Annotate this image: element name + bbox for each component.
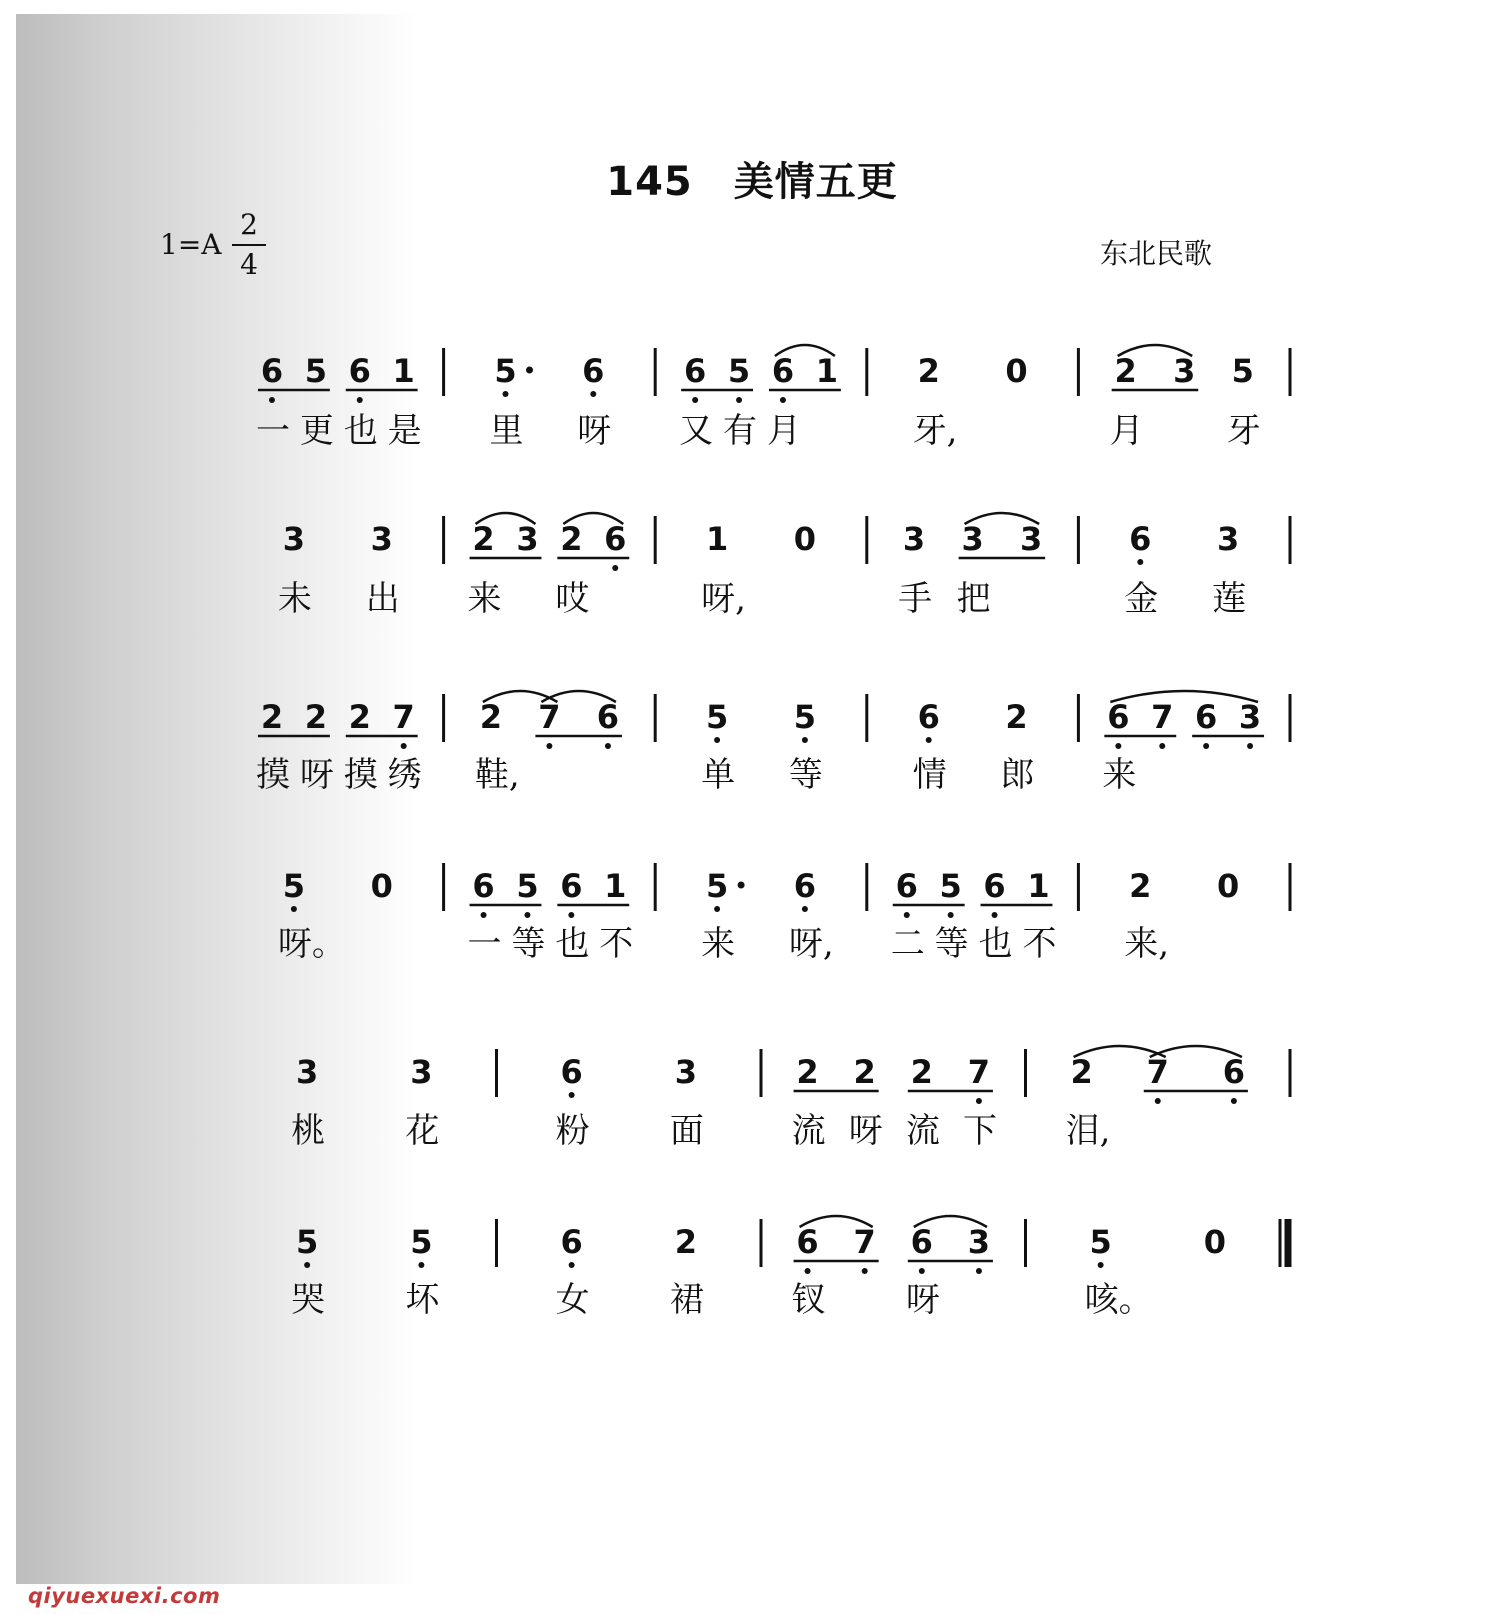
note: 7 xyxy=(392,698,415,736)
lyric-char: 钗 xyxy=(791,1280,826,1320)
low-octave-dot xyxy=(926,737,932,743)
note: 5 xyxy=(494,352,517,390)
low-octave-dot xyxy=(780,397,786,403)
low-octave-dot xyxy=(692,397,698,403)
note: 5 xyxy=(727,352,751,390)
note: 3 xyxy=(1173,352,1196,390)
note: 2 xyxy=(472,520,495,558)
note: 7 xyxy=(1151,698,1174,736)
lyric-char: 也 xyxy=(978,924,1013,964)
low-octave-dot xyxy=(992,912,998,918)
note: 7 xyxy=(967,1053,991,1091)
note: 0 xyxy=(1005,352,1028,390)
note: 3 xyxy=(967,1223,991,1261)
note: 2 xyxy=(260,698,284,736)
lyric-char: 一 xyxy=(255,411,290,451)
low-octave-dot xyxy=(736,397,742,403)
note: 5 xyxy=(939,867,962,905)
note: 6 xyxy=(895,867,918,905)
note: 6 xyxy=(560,867,583,905)
note: 1 xyxy=(1027,867,1050,905)
low-octave-dot xyxy=(802,737,808,743)
note: 1 xyxy=(705,520,729,558)
note: 6 xyxy=(472,867,495,905)
note: 5 xyxy=(1231,352,1254,390)
lyric-char: 哭 xyxy=(291,1280,326,1320)
note: 3 xyxy=(674,1053,698,1091)
note: 2 xyxy=(910,1053,933,1091)
note: 6 xyxy=(983,867,1006,905)
note: 2 xyxy=(917,352,940,390)
low-octave-dot xyxy=(976,1268,982,1274)
note: 5 xyxy=(793,698,817,736)
note: 7 xyxy=(853,1223,876,1261)
note: 3 xyxy=(902,520,926,558)
note: 2 xyxy=(479,698,502,736)
note: 2 xyxy=(304,698,327,736)
note: 2 xyxy=(1114,352,1137,390)
lyric-char: 更 xyxy=(299,411,334,451)
note: 3 xyxy=(295,1053,319,1091)
augmentation-dot xyxy=(738,882,745,889)
slur xyxy=(1110,691,1258,702)
lyric-char: 下 xyxy=(962,1111,997,1151)
lyric-char: 哎 xyxy=(555,579,590,619)
lyric-char: 也 xyxy=(555,924,590,964)
note: 7 xyxy=(1146,1053,1169,1091)
lyric-char: 出 xyxy=(365,579,400,619)
augmentation-dot xyxy=(526,367,533,374)
note: 3 xyxy=(961,520,984,558)
note: 3 xyxy=(1238,698,1262,736)
song-origin: 东北民歌 xyxy=(1100,237,1213,270)
low-octave-dot xyxy=(1155,1098,1161,1104)
note: 5 xyxy=(1089,1223,1112,1261)
lyric-char: 坏 xyxy=(405,1280,440,1320)
note: 6 xyxy=(560,1223,583,1261)
note: 3 xyxy=(410,1053,433,1091)
note: 5 xyxy=(295,1223,319,1261)
lyric-char: 不 xyxy=(599,924,634,964)
lyric-char: 又 xyxy=(679,411,714,451)
note: 6 xyxy=(910,1223,933,1261)
note: 2 xyxy=(1129,867,1152,905)
lyric-char: 流 xyxy=(791,1111,826,1151)
lyric-char: 鞋, xyxy=(474,755,520,795)
low-octave-dot xyxy=(605,743,611,749)
lyric-char: 月 xyxy=(766,411,801,451)
lyric-char: 花 xyxy=(405,1111,440,1151)
lyric-char: 牙, xyxy=(912,411,958,451)
low-octave-dot xyxy=(904,912,910,918)
lyric-char: 摸 xyxy=(343,755,378,795)
lyric-char: 等 xyxy=(788,755,823,795)
lyric-char: 牙 xyxy=(1226,411,1261,451)
lyric-char: 把 xyxy=(956,579,991,619)
lyric-char: 等 xyxy=(934,924,969,964)
low-octave-dot xyxy=(612,565,618,571)
lyric-char: 呀 xyxy=(848,1111,883,1151)
low-octave-dot xyxy=(919,1268,925,1274)
low-octave-dot xyxy=(714,906,720,912)
low-octave-dot xyxy=(1231,1098,1237,1104)
lyric-char: 一 xyxy=(467,924,502,964)
low-octave-dot xyxy=(357,397,363,403)
low-octave-dot xyxy=(862,1268,868,1274)
note: 2 xyxy=(348,698,371,736)
low-octave-dot xyxy=(568,912,574,918)
lyric-char: 摸 xyxy=(255,755,290,795)
low-octave-dot xyxy=(269,397,275,403)
lyric-char: 来 xyxy=(701,924,736,964)
note: 3 xyxy=(1216,520,1240,558)
low-octave-dot xyxy=(1098,1262,1104,1268)
low-octave-dot xyxy=(401,743,407,749)
low-octave-dot xyxy=(569,1092,575,1098)
note: 7 xyxy=(538,698,561,736)
low-octave-dot xyxy=(546,743,552,749)
note: 2 xyxy=(560,520,583,558)
lyric-char: 里 xyxy=(489,411,524,451)
note: 5 xyxy=(304,352,327,390)
note: 3 xyxy=(516,520,539,558)
note: 6 xyxy=(604,520,627,558)
lyric-char: 流 xyxy=(905,1111,940,1151)
note: 2 xyxy=(1070,1053,1093,1091)
low-octave-dot xyxy=(714,737,720,743)
low-octave-dot xyxy=(481,912,487,918)
lyric-char: 不 xyxy=(1022,924,1057,964)
lyric-char: 手 xyxy=(898,579,933,619)
lyric-char: 也 xyxy=(343,411,378,451)
low-octave-dot xyxy=(1247,743,1253,749)
lyric-char: 等 xyxy=(511,924,546,964)
note: 6 xyxy=(917,698,940,736)
lyric-char: 金 xyxy=(1124,579,1159,619)
site-watermark: qiyuexuexi.com xyxy=(28,1584,221,1608)
note: 6 xyxy=(260,352,284,390)
note: 6 xyxy=(1107,698,1130,736)
note: 6 xyxy=(793,867,817,905)
low-octave-dot xyxy=(805,1268,811,1274)
low-octave-dot xyxy=(1115,743,1121,749)
note: 6 xyxy=(1222,1053,1246,1091)
note: 6 xyxy=(560,1053,583,1091)
lyric-char: 呀。 xyxy=(277,924,346,964)
lyric-char: 呀 xyxy=(577,411,612,451)
note: 0 xyxy=(1203,1223,1227,1261)
low-octave-dot xyxy=(503,391,509,397)
note: 6 xyxy=(1129,520,1152,558)
low-octave-dot xyxy=(802,906,808,912)
note: 6 xyxy=(684,352,707,390)
note: 0 xyxy=(370,867,393,905)
lyric-char: 有 xyxy=(723,411,758,451)
lyric-char: 面 xyxy=(669,1111,704,1151)
lyric-char: 泪, xyxy=(1065,1111,1111,1151)
note: 6 xyxy=(582,352,605,390)
note: 0 xyxy=(1216,867,1240,905)
key-signature: 1=A xyxy=(160,228,222,261)
note: 3 xyxy=(282,520,306,558)
lyric-char: 呀, xyxy=(701,579,746,619)
lyric-char: 二 xyxy=(890,924,925,964)
lyric-char: 郎 xyxy=(1000,755,1035,795)
lyric-char: 是 xyxy=(387,411,422,451)
note: 0 xyxy=(793,520,817,558)
lyric-char: 绣 xyxy=(387,755,422,795)
lyric-char: 呀 xyxy=(299,755,334,795)
lyric-char: 呀 xyxy=(905,1280,940,1320)
lyric-char: 情 xyxy=(912,755,947,795)
lyric-char: 裙 xyxy=(669,1280,704,1320)
note: 2 xyxy=(674,1223,698,1261)
note: 1 xyxy=(815,352,838,390)
low-octave-dot xyxy=(304,1262,310,1268)
lyric-char: 月 xyxy=(1109,411,1144,451)
note: 2 xyxy=(1005,698,1028,736)
lyric-char: 来 xyxy=(1102,755,1137,795)
note: 1 xyxy=(392,352,415,390)
low-octave-dot xyxy=(569,1262,575,1268)
low-octave-dot xyxy=(976,1098,982,1104)
time-signature-bottom: 4 xyxy=(240,248,258,281)
lyric-char: 呀, xyxy=(788,924,834,964)
note: 1 xyxy=(604,867,627,905)
lyric-char: 来 xyxy=(467,579,502,619)
note: 6 xyxy=(348,352,371,390)
note: 2 xyxy=(796,1053,819,1091)
note: 3 xyxy=(1020,520,1043,558)
low-octave-dot xyxy=(418,1262,424,1268)
lyric-char: 莲 xyxy=(1212,579,1247,619)
low-octave-dot xyxy=(1203,743,1209,749)
low-octave-dot xyxy=(948,912,954,918)
note: 6 xyxy=(771,352,795,390)
lyric-char: 来, xyxy=(1124,924,1170,964)
lyric-char: 桃 xyxy=(291,1111,326,1151)
low-octave-dot xyxy=(1137,559,1143,565)
lyric-char: 粉 xyxy=(555,1111,590,1151)
lyric-char: 单 xyxy=(701,755,736,795)
low-octave-dot xyxy=(291,906,297,912)
note: 5 xyxy=(410,1223,433,1261)
lyric-char: 女 xyxy=(555,1280,590,1320)
low-octave-dot xyxy=(524,912,530,918)
song-title: 145 美情五更 xyxy=(606,159,898,205)
lyric-char: 咳。 xyxy=(1084,1280,1153,1320)
note: 5 xyxy=(705,698,729,736)
note: 6 xyxy=(596,698,620,736)
note: 2 xyxy=(853,1053,876,1091)
note: 3 xyxy=(370,520,393,558)
lyric-char: 未 xyxy=(277,579,312,619)
note: 5 xyxy=(516,867,539,905)
note: 6 xyxy=(796,1223,819,1261)
low-octave-dot xyxy=(590,391,596,397)
note: 5 xyxy=(282,867,306,905)
note: 5 xyxy=(705,867,729,905)
low-octave-dot xyxy=(1159,743,1165,749)
note: 6 xyxy=(1195,698,1218,736)
time-signature-top: 2 xyxy=(240,208,258,241)
